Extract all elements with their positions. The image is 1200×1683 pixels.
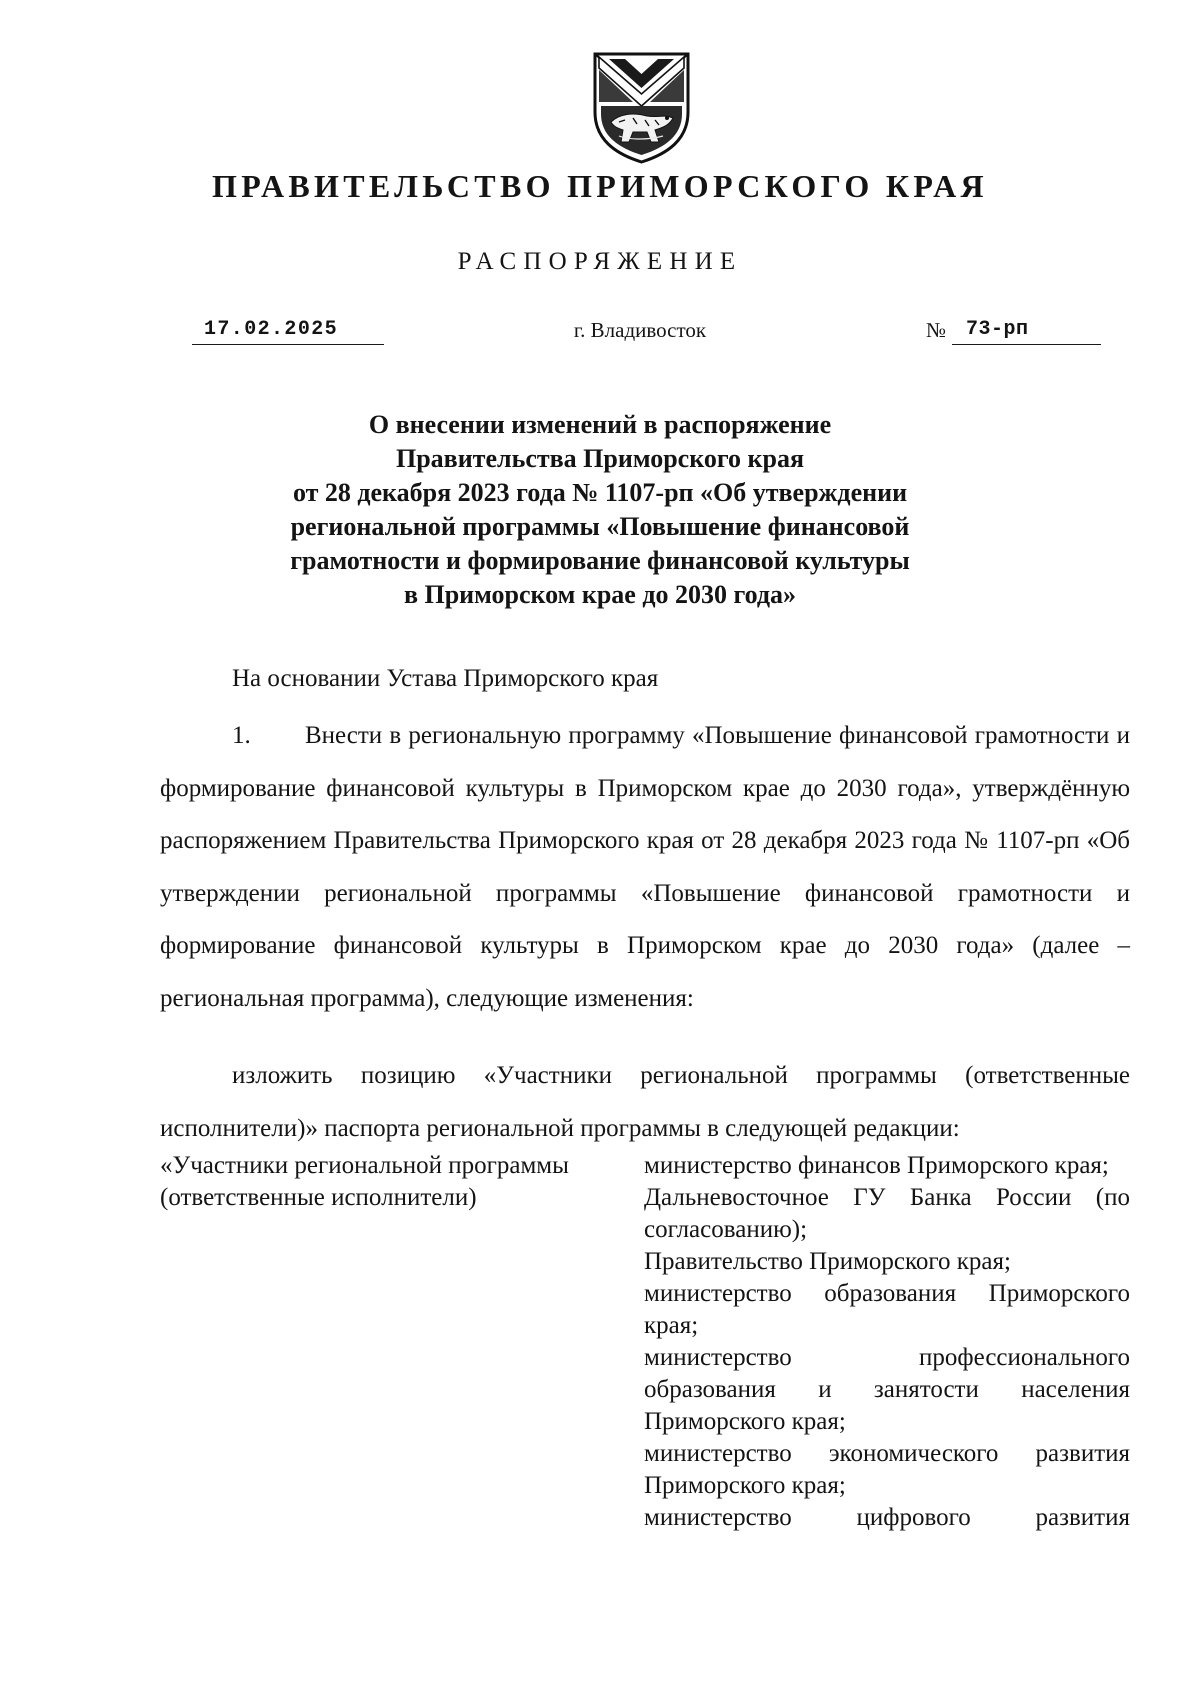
subject-line: региональной программы «Повышение финансовой [290,512,910,541]
government-title: ПРАВИТЕЛЬСТВО ПРИМОРСКОГО КРАЯ [212,168,988,204]
participants-list [644,1150,1130,1534]
position-label: «Участники региональной программы (ответственные исполнители) [160,1152,569,1211]
item-1-paragraph [160,710,1130,1025]
participant-entry: Правительство Приморского края; [644,1248,1011,1275]
basis-paragraph: На основании Устава Приморского края [232,665,659,692]
participant-entry: Дальневосточное ГУ Банка России (по согласованию); [644,1184,1130,1243]
participant-entry: министерство образования Приморского края; [644,1280,1130,1339]
document-kind: РАСПОРЯЖЕНИЕ [457,248,743,275]
subject-line: в Приморском крае до 2030 года» [403,580,797,609]
subject-line: грамотности и формирование финансовой культуры [290,546,910,575]
coat-of-arms-icon [589,48,694,166]
participant-entry: министерство профессионального образования и занятости населения Приморского края; [644,1344,1130,1435]
participant-entry: министерство экономического развития Приморского края; [644,1440,1130,1499]
amendment-paragraph: изложить позицию «Участники региональной программы (ответственные исполнители)» паспорта региональной программы в следующей редакции: [160,1062,1130,1142]
document-number: 73-рп [952,318,1101,345]
document-subject [200,408,1000,612]
participant-entry: министерство цифрового развития [644,1504,1130,1531]
participant-entry: министерство финансов Приморского края; [644,1152,1109,1179]
subject-line: от 28 декабря 2023 года № 1107-рп «Об утверждении [292,478,908,507]
document-city: г. Владивосток [573,318,707,342]
subject-line: О внесении изменений в распоряжение [368,410,832,439]
number-sign: № [926,318,947,342]
item-number: 1. [232,722,251,749]
subject-line: Правительства Приморского края [395,444,805,473]
document-date: 17.02.2025 [192,318,384,345]
item-text: Внести в региональную программу «Повышение финансовой грамотности и формирование финансовой культуры в Приморском крае до 2030 года», утверждённую распоряжением Правительства Приморского края от 28 декабря 2023 года № 1107-рп «Об утверждении региональной программы «Повышение финансовой грамотности и формирование финансовой культуры в Приморском крае до 2030 года» (далее – региональная программа), следующие изменения: [160,722,1130,1012]
